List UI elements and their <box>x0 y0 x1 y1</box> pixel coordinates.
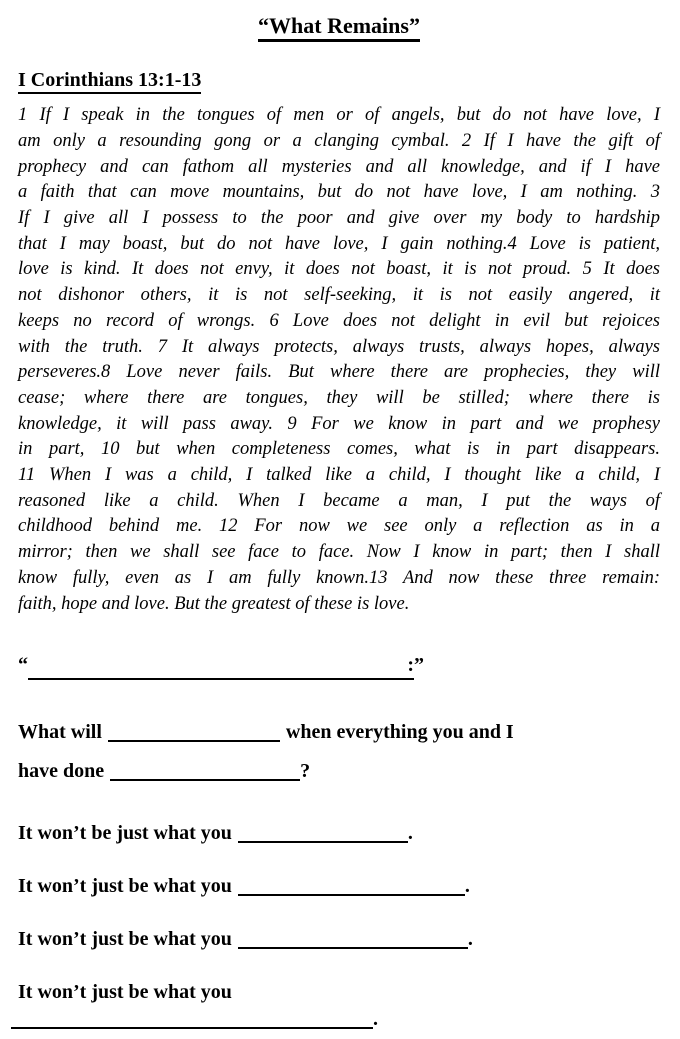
passage-line: love is kind. It does not envy, it does not boast, it is not proud. 5 It does <box>18 259 660 280</box>
passage-line: in part, 10 but when completeness comes, what is in part disappears. <box>18 439 660 460</box>
passage-line: cease; where there are tongues, they will be stilled; where there is <box>18 387 660 408</box>
passage-line: prophecy and can fathom all mysteries and all knowledge, and if I have <box>18 156 660 177</box>
passage-line: that I may boast, but do not have love, I gain nothing.4 Love is patient, <box>18 233 660 254</box>
question-block <box>18 713 660 791</box>
passage-line: perseveres.8 Love never fails. But where there are prophecies, they will <box>18 362 660 383</box>
statement-4-blank <box>11 1007 373 1029</box>
open-quote: “ <box>18 654 28 677</box>
passage-line: a faith that can move mountains, but do not have love, I am nothing. 3 <box>18 182 660 203</box>
colon: : <box>407 654 414 677</box>
question-line2-prefix: have done <box>18 760 105 783</box>
statement-2-period: . <box>464 875 470 898</box>
passage-line: with the truth. 7 It always protects, always trusts, always hopes, always <box>18 336 660 357</box>
passage-line: am only a resounding gong or a clanging cymbal. 2 If I have the gift of <box>18 130 660 151</box>
question-blank-1 <box>108 720 280 742</box>
statement-3-period: . <box>467 928 473 951</box>
passage-line: If I give all I possess to the poor and give over my body to hardship <box>18 208 660 228</box>
quote-fill-in-line <box>18 652 660 680</box>
statement-1-text: It won’t be just what you <box>18 822 232 845</box>
passage-line: childhood behind me. 12 For now we see only a reflection as in a <box>18 516 660 537</box>
statement-3-text: It won’t just be what you <box>18 928 232 951</box>
statement-2-text: It won’t just be what you <box>18 875 232 898</box>
close-quote: ” <box>414 654 424 677</box>
statement-2 <box>18 873 660 899</box>
passage-line: reasoned like a child. When I became a man, I put the ways of <box>18 490 660 511</box>
title-row <box>18 14 660 42</box>
heading-row <box>18 69 660 94</box>
statement-2-blank <box>238 874 465 896</box>
passage-line: not dishonor others, it is not self-seeking, it is not easily angered, it <box>18 285 660 306</box>
passage-line: mirror; then we shall see face to face. Now I know in part; then I shall <box>18 542 660 563</box>
statement-4-blank-row <box>11 1005 660 1034</box>
passage-line: faith, hope and love. But the greatest of these is love. <box>18 593 410 614</box>
statement-3-blank <box>238 927 468 949</box>
passage-line: know fully, even as I am fully known.13 And now these three remain: <box>18 567 660 588</box>
passage-line: 11 When I was a child, I talked like a child, I thought like a child, I <box>18 465 660 486</box>
worksheet-page <box>0 14 680 1034</box>
passage-line: knowledge, it will pass away. 9 For we know in part and we prophesy <box>18 413 660 434</box>
quote-fill-in-blank <box>28 655 414 680</box>
passage-line: keeps no record of wrongs. 6 Love does not delight in evil but rejoices <box>18 310 660 331</box>
question-line1-suffix: when everything you and I <box>285 721 514 744</box>
question-blank-2 <box>110 759 300 781</box>
statement-3 <box>18 926 660 952</box>
page-title: “What Remains” <box>258 14 420 42</box>
scripture-passage <box>18 103 660 617</box>
passage-line: 1 If I speak in the tongues of men or of angels, but do not have love, I <box>18 105 660 126</box>
scripture-reference-heading: I Corinthians 13:1-13 <box>18 69 201 94</box>
statement-1-blank <box>238 821 408 843</box>
statement-1 <box>18 820 660 846</box>
statement-1-period: . <box>407 822 413 845</box>
statement-4-period: . <box>373 1008 378 1031</box>
question-line1-prefix: What will <box>18 721 102 744</box>
question-mark: ? <box>300 760 311 783</box>
statement-4-text: It won’t just be what you <box>18 981 232 1004</box>
statement-4 <box>18 979 660 1034</box>
